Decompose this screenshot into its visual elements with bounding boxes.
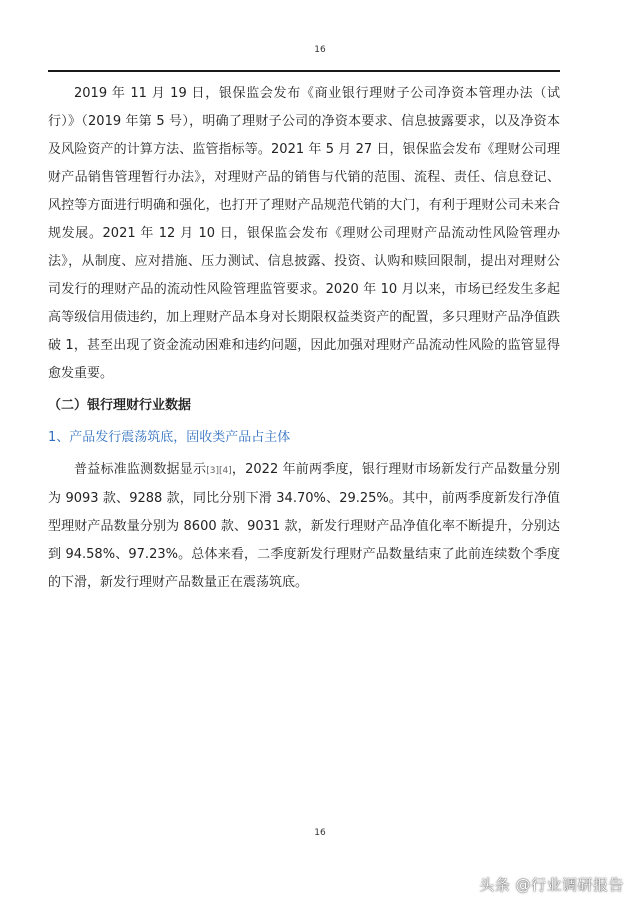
paragraph-lead: 普益标准监测数据显示	[74, 462, 207, 477]
citation-refs[interactable]: [3][4]	[206, 466, 232, 476]
section-title: （二）银行理财行业数据	[48, 398, 192, 413]
paragraph-regulations: 2019 年 11 月 19 日，银保监会发布《商业银行理财子公司净资本管理办法（试行）》（2019 年第 5 号），明确了理财子公司的净资本要求、信息披露要求，以及净资本及风险资产的计算方法、监管指标等。2021 年 5 月 27 日，银保监会发布《理财公司理财产品销售管理暂行办法》，对理财产品的销售与代销的范围、流程、责任、信息登记、风控等方面进行明确和强化，也打开了理财产品规范代销的大门，有利于理财公司未来合规发展。2021 年 12 月 10 日，银保监会发布《理财公司理财产品流动性风险管理办法》，从制度、应对措施、压力测试、信息披露、投资、认购和赎回限制，提出对理财公司发行的理财产品的流动性风险管理监管要求。2020 年 10 月以来，市场已经发生多起高等级信用债违约，加上理财产品本身对长期限权益类资产的配置，多只理财产品净值跌破 1，甚至出现了资金流动困难和违约问题，因此加强对理财产品流动性风险的监管显得愈发重要。	[48, 86, 560, 381]
paragraph-rest: ，2022 年前两季度，银行理财市场新发行产品数量分别为 9093 款、9288 款，同比分别下滑 34.70%、29.25%。其中，前两季度新发行净值型理财产品数量分别为 8600 款、9031 款，新发行理财产品净值化率不断提升，分别达到 94.58%、97.23%。总体来看，二季度新发行理财产品数量结束了此前连续数个季度的下滑，新发行理财产品数量正在震荡筑底。	[48, 462, 560, 590]
subsection-title: 1、产品发行震荡筑底，固收类产品占主体	[48, 430, 291, 445]
page-number-bottom: 16	[314, 828, 326, 838]
watermark-text: 头条 @行业调研报告	[479, 876, 624, 894]
paragraph-issuance-data	[48, 456, 560, 597]
page-number-top: 16	[314, 45, 326, 55]
header-rule	[48, 70, 560, 72]
document-body	[48, 80, 560, 597]
